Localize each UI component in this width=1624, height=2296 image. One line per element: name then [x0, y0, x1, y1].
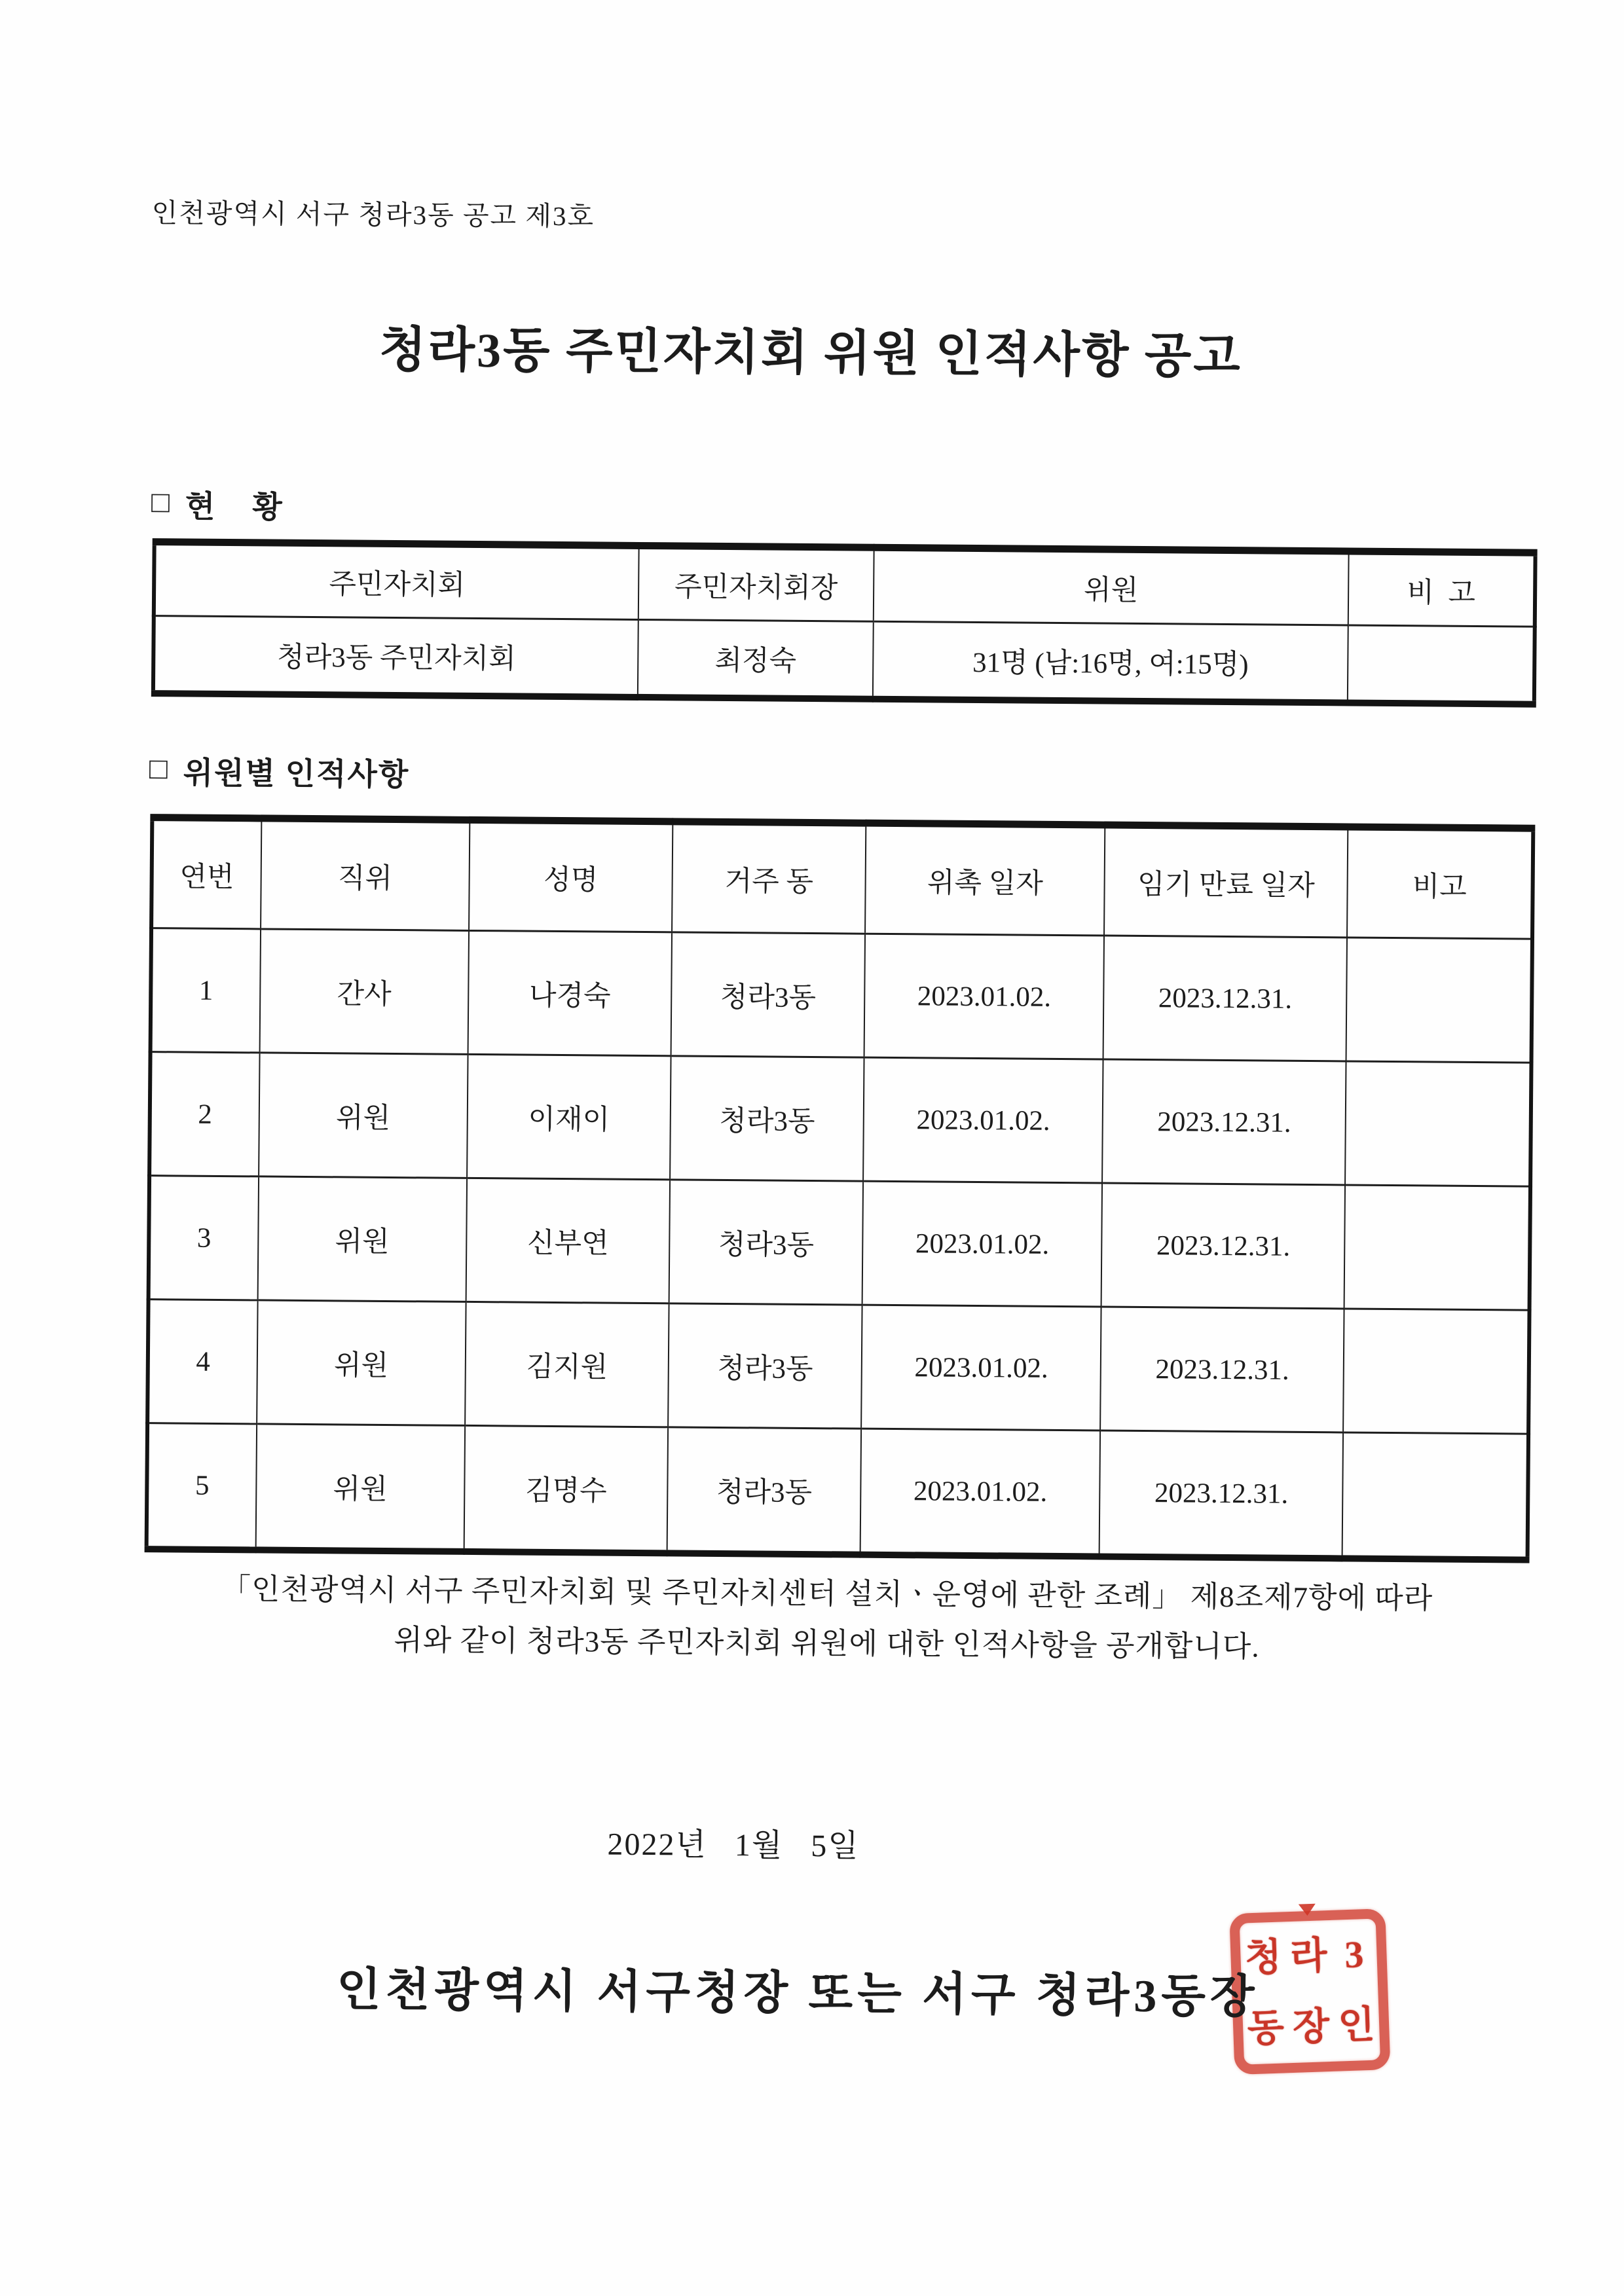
column-header: 위촉 일자 [865, 823, 1105, 936]
seal-character: 3 [1344, 1933, 1365, 1977]
table-cell [1342, 1432, 1528, 1560]
table-cell: 2 [149, 1052, 259, 1176]
column-header: 주민자치회 [154, 542, 639, 620]
table-cell: 신부연 [466, 1178, 670, 1303]
table-cell: 위원 [257, 1300, 466, 1425]
page-title: 청라3동 주민자치회 위원 인적사항 공고 [378, 323, 1243, 384]
table-cell: 2023.01.02. [862, 1181, 1102, 1307]
members-table [145, 814, 1536, 1563]
table-cell [1343, 1309, 1529, 1434]
seal-character: 동 [1246, 2006, 1285, 2050]
seal-character: 청 [1244, 1935, 1283, 1980]
table-cell: 3 [149, 1176, 259, 1300]
seal-character: 장 [1292, 2005, 1331, 2049]
table-cell: 김명수 [464, 1425, 669, 1553]
table-cell: 이재이 [467, 1054, 671, 1179]
table-cell [1344, 1185, 1530, 1310]
column-header: 임기 만료 일자 [1104, 825, 1348, 938]
closing-line-1: 「인천광역시 서구 주민자치회 및 주민자치센터 설치ㆍ운영에 관한 조례」 제8조제7항에 따라 [221, 1572, 1433, 1615]
section-heading-status-label: 현 황 [185, 490, 284, 525]
table-cell: 4 [147, 1300, 257, 1424]
table-cell: 청라3동 [670, 1056, 864, 1181]
seal-character: 인 [1337, 2003, 1376, 2047]
table-row [147, 1423, 1528, 1560]
table-cell: 위원 [257, 1176, 467, 1302]
column-header: 위원 [874, 547, 1349, 625]
table-header-row [151, 818, 1533, 939]
table-cell: 2023.01.02. [860, 1429, 1100, 1556]
issue-date: 2022년 1월 5일 [607, 1827, 860, 1864]
table-cell: 청라3동 [668, 1303, 862, 1429]
table-cell: 최정숙 [638, 619, 873, 699]
table-cell: 청라3동 주민자치회 [153, 616, 638, 697]
table-cell: 2023.12.31. [1101, 1183, 1346, 1309]
table-header-row [154, 542, 1536, 627]
table-row [149, 1176, 1530, 1311]
column-header: 거주 동 [672, 822, 866, 934]
table-cell [1345, 1061, 1531, 1186]
table-cell: 2023.12.31. [1099, 1430, 1344, 1558]
table-row [151, 928, 1532, 1063]
table-cell: 김지원 [465, 1302, 669, 1427]
table-row [153, 616, 1535, 704]
table-cell: 5 [147, 1423, 257, 1550]
table-cell [1346, 938, 1532, 1063]
seal-character: 라 [1289, 1934, 1328, 1978]
section-heading-members [149, 748, 410, 794]
table-cell [1348, 625, 1535, 704]
table-cell: 2023.12.31. [1100, 1307, 1344, 1432]
table-cell: 청라3동 [667, 1427, 862, 1555]
table-cell: 31명 (남:16명, 여:15명) [873, 621, 1348, 702]
column-header: 연번 [151, 818, 261, 929]
checkbox-bullet-icon: □ [149, 752, 169, 786]
status-table [151, 538, 1538, 708]
column-header: 주민자치회장 [638, 545, 874, 621]
table-cell: 나경숙 [468, 930, 672, 1055]
table-cell: 2023.01.02. [864, 934, 1104, 1059]
section-heading-status [151, 482, 284, 527]
closing-statement [113, 1563, 1541, 1674]
table-cell: 1 [151, 928, 261, 1053]
table-cell: 2023.12.31. [1102, 1059, 1346, 1185]
checkbox-bullet-icon: □ [151, 485, 172, 519]
column-header: 비 고 [1348, 551, 1536, 627]
table-row [147, 1300, 1529, 1434]
issuing-authority-signature: 인천광역시 서구청장 또는 서구 청라3동장 [336, 1965, 1259, 2023]
table-cell: 2023.01.02. [863, 1057, 1103, 1183]
table-cell: 2023.01.02. [861, 1305, 1101, 1430]
table-row [149, 1052, 1531, 1187]
section-heading-members-label: 위원별 인적사항 [183, 756, 410, 793]
column-header: 비고 [1347, 827, 1533, 939]
closing-line-2: 위와 같이 청라3동 주민자치회 위원에 대한 인적사항을 공개합니다. [394, 1624, 1260, 1664]
table-cell: 청라3동 [669, 1180, 864, 1305]
table-cell: 위원 [255, 1424, 465, 1552]
doc-number: 인천광역시 서구 청라3동 공고 제3호 [151, 198, 595, 232]
table-cell: 위원 [259, 1053, 468, 1178]
table-cell: 간사 [259, 929, 469, 1054]
column-header: 성명 [469, 820, 673, 932]
column-header: 직위 [261, 818, 470, 930]
table-cell: 청라3동 [671, 932, 866, 1057]
table-cell: 2023.12.31. [1103, 936, 1348, 1061]
